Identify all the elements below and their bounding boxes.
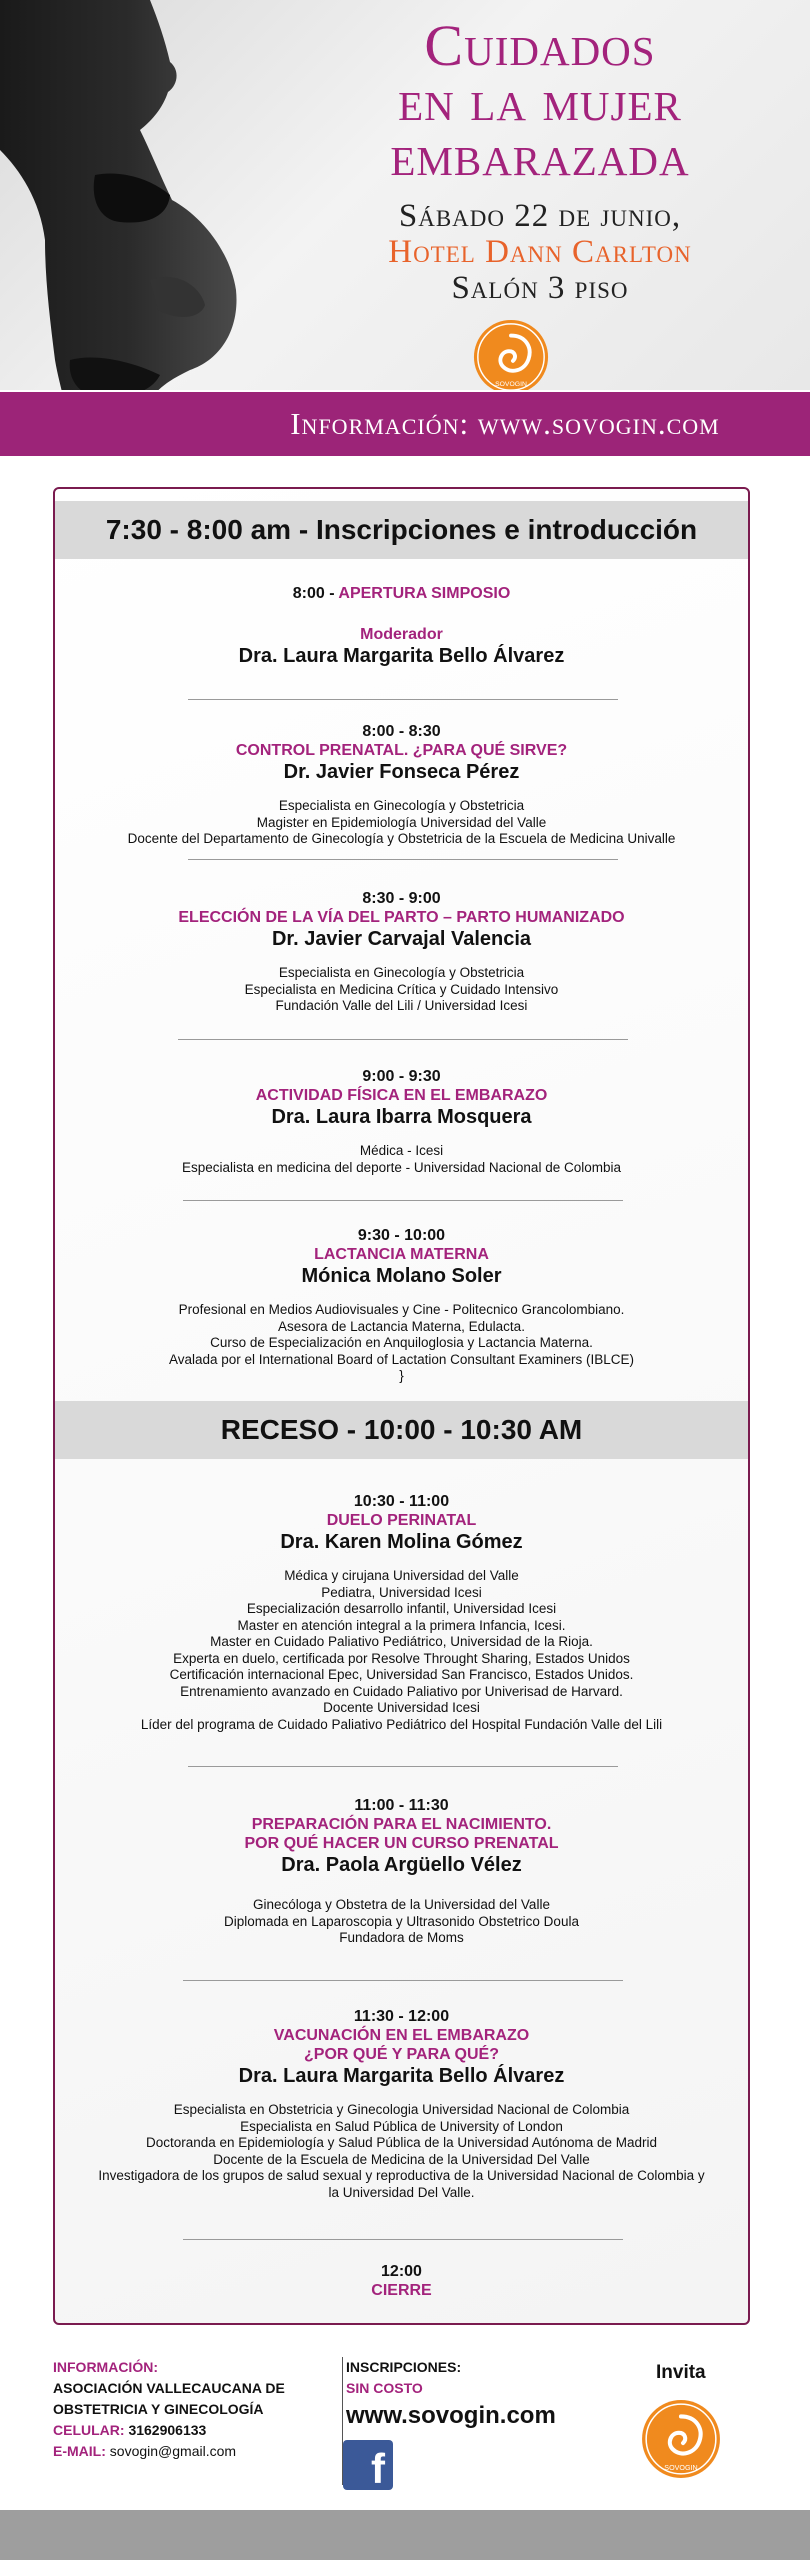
credential-line: Investigadora de los grupos de salud sexual y reproductiva de la Universidad Nacional de Colombia y [98,2168,705,2183]
session-topic: ELECCIÓN DE LA VÍA DEL PARTO – PARTO HUMANIZADO [178,909,625,926]
credential-line: Médica y cirujana Universidad del Valle [284,1568,519,1583]
session-time: 10:30 - 11:00 [353,1493,450,1510]
bottom-bar [0,2510,810,2560]
footer-registration [346,2357,556,2433]
session-block [55,1492,748,1733]
org-line: OBSTETRICIA Y GINECOLOGÍA [53,2401,264,2417]
recess-band: RECESO - 10:00 - 10:30 AM [55,1401,748,1459]
session-topic: CONTROL PRENATAL. ¿PARA QUÉ SIRVE? [235,742,568,759]
session-topic: LACTANCIA MATERNA [314,1246,489,1263]
event-title [270,13,810,188]
registration-band: 7:30 - 8:00 am - Inscripciones e introducción [55,501,748,559]
divider [188,859,618,860]
session-block [55,1067,748,1176]
session-speaker: Dr. Javier Fonseca Pérez [283,761,520,783]
divider [178,1039,628,1040]
invite-label: Invita [656,2362,706,2383]
credential-line: Líder del programa de Cuidado Paliativo Pediátrico del Hospital Fundación Valle del Lili [140,1716,663,1732]
credential-line: Diplomada en Laparoscopia y Ultrasonido Obstetrico Doula [224,1913,579,1929]
speaker-credentials [55,1568,748,1733]
hero-banner [0,0,810,390]
session-time: 8:30 - 9:00 [362,890,441,907]
session-time: 11:00 - 11:30 [354,1797,449,1814]
session-topic: ¿POR QUÉ Y PARA QUÉ? [304,2046,499,2063]
sovogin-logo [640,2398,722,2480]
credential-line: Fundadora de Moms [339,1930,464,1945]
registration-label: INSCRIPCIONES: [346,2359,462,2375]
title-line-1: Cuidados [424,13,656,78]
session-speaker: Dra. Karen Molina Gómez [280,1531,523,1553]
session-topic: POR QUÉ HACER UN CURSO PRENATAL [244,1835,559,1852]
session-topic: PREPARACIÓN PARA EL NACIMIENTO. [251,1816,552,1833]
sovogin-logo [472,318,550,390]
session-topic: VACUNACIÓN EN EL EMBARAZO [273,2027,530,2044]
session-block [55,722,748,848]
credential-line: Entrenamiento avanzado en Cuidado Paliativo por Univerisad de Harvard. [180,1683,623,1699]
session-speaker: Dra. Laura Margarita Bello Álvarez [238,2065,565,2087]
session-topic: ACTIVIDAD FÍSICA EN EL EMBARAZO [255,1087,548,1104]
logo-text: SOVOGIN [495,381,527,389]
closing-block [55,2262,748,2300]
divider [183,2239,623,2240]
credential-line: Docente de la Escuela de Medicina de la Universidad Del Valle [213,2151,590,2167]
website-link[interactable]: www.sovogin.com [346,2402,556,2429]
phone-number[interactable]: 3162906133 [128,2422,207,2438]
divider [183,1200,623,1201]
credential-line: Magister en Epidemiología Universidad del Valle [256,814,547,830]
credential-line: Avalada por el International Board of Lactation Consultant Examiners (IBLCE) [168,1351,634,1367]
speaker-credentials: Profesional en Medios Audiovisuales y Cine - Politecnico Grancolombiano. Asesora de Lactancia Materna, Edulacta. Curso de Especialización en Anquiloglosia y Lactancia Materna. Avalada por el International Board of Lactation Consultant Examiners (IBLCE) } [55,1302,748,1385]
credential-line: Ginecóloga y Obstetra de la Universidad del Valle [253,1897,550,1912]
divider [188,1766,618,1767]
credential-line: Doctoranda en Epidemiología y Salud Pública de la Universidad Autónoma de Madrid [145,2135,658,2150]
info-label: INFORMACIÓN: [53,2359,158,2375]
info-bar [0,392,810,456]
opening-time: 8:00 - [292,585,335,602]
pregnant-woman-silhouette [0,0,300,390]
logo-text: SOVOGIN [664,2463,698,2472]
session-block [55,889,748,1015]
info-website-link[interactable]: Información: www.sovogin.com [290,406,720,441]
credential-line: Certificación internacional Epec, Universidad San Francisco, Estados Unidos. [169,1667,634,1682]
credential-line: Curso de Especialización en Anquiloglosia y Lactancia Materna. [210,1335,593,1350]
speaker-credentials [55,1143,748,1176]
title-line-3: embarazada [390,123,690,188]
phone-label: CELULAR: [53,2422,125,2438]
session-time: 9:00 - 9:30 [362,1068,441,1085]
speaker-credentials [55,1897,748,1947]
moderator-name: Dra. Laura Margarita Bello Álvarez [238,645,565,667]
event-room: Salón 3 piso [451,270,629,306]
divider [183,1980,623,1981]
speaker-credentials [55,798,748,848]
event-date: Sábado 22 de junio, [398,198,682,234]
opening-title: APERTURA SIMPOSIO [338,585,511,602]
credential-line: Pediatra, Universidad Icesi [321,1584,482,1600]
session-block [55,1226,748,1385]
footer-info [53,2357,285,2462]
credential-line: Profesional en Medios Audiovisuales y Cine - Politecnico Grancolombiano. [178,1302,625,1317]
divider [188,699,618,700]
org-line: ASOCIACIÓN VALLECAUCANA DE [53,2380,285,2396]
email-link[interactable]: sovogin@gmail.com [109,2443,237,2459]
credential-line: Especialista en medicina del deporte - Universidad Nacional de Colombia [182,1159,621,1175]
credential-line: Asesora de Lactancia Materna, Edulacta. [278,1318,525,1334]
credential-line: Especialización desarrollo infantil, Universidad Icesi [246,1601,557,1616]
facebook-glyph: f [371,2445,385,2492]
credential-line: Médica - Icesi [359,1143,444,1158]
speaker-credentials [55,2102,748,2201]
email-label: E-MAIL: [53,2443,106,2459]
event-venue: Hotel Dann Carlton [388,234,692,270]
closing-title: CIERRE [371,2282,432,2299]
credential-line: Especialista en Medicina Crítica y Cuidado Intensivo [244,981,559,997]
registration-cost: SIN COSTO [346,2380,423,2396]
session-speaker: Dra. Paola Argüello Vélez [281,1854,522,1876]
credential-line: Master en atención integral a la primera Infancia, Icesi. [237,1617,566,1633]
session-speaker: Dr. Javier Carvajal Valencia [271,928,532,950]
credential-line: Especialista en Ginecología y Obstetricia [278,798,525,813]
credential-line: Docente Universidad Icesi [323,1700,480,1715]
credential-line: Especialista en Ginecología y Obstetricia [278,965,525,980]
session-speaker: Dra. Laura Ibarra Mosquera [271,1106,532,1128]
program-frame [53,487,750,2325]
session-topic: DUELO PERINATAL [326,1512,477,1529]
session-time: 9:30 - 10:00 [357,1227,446,1244]
opening-block [55,584,748,668]
session-time: 8:00 - 8:30 [362,723,441,740]
credential-line: Fundación Valle del Lili / Universidad Icesi [275,998,528,1013]
speaker-credentials [55,965,748,1015]
facebook-icon[interactable] [343,2440,393,2490]
credential-line: la Universidad Del Valle. [328,2184,475,2200]
session-speaker: Mónica Molano Soler [301,1265,502,1287]
closing-time: 12:00 [381,2263,422,2280]
session-block [55,1796,748,1947]
credential-line: Master en Cuidado Paliativo Pediátrico, Universidad de la Rioja. [210,1634,593,1649]
credential-line: Experta en duelo, certificada por Resolve Throught Sharing, Estados Unidos [173,1650,630,1666]
moderator-label: Moderador [360,626,443,643]
session-time: 11:30 - 12:00 [353,2008,450,2025]
credential-line: Docente del Departamento de Ginecología y Obstetricia de la Escuela de Medicina Univalle [127,831,676,846]
credential-line: Especialista en Obstetricia y Ginecologia Universidad Nacional de Colombia [173,2102,630,2117]
title-line-2: en la mujer [398,68,682,133]
session-block [55,2007,748,2201]
credential-line: Especialista en Salud Pública de University of London [240,2118,563,2134]
